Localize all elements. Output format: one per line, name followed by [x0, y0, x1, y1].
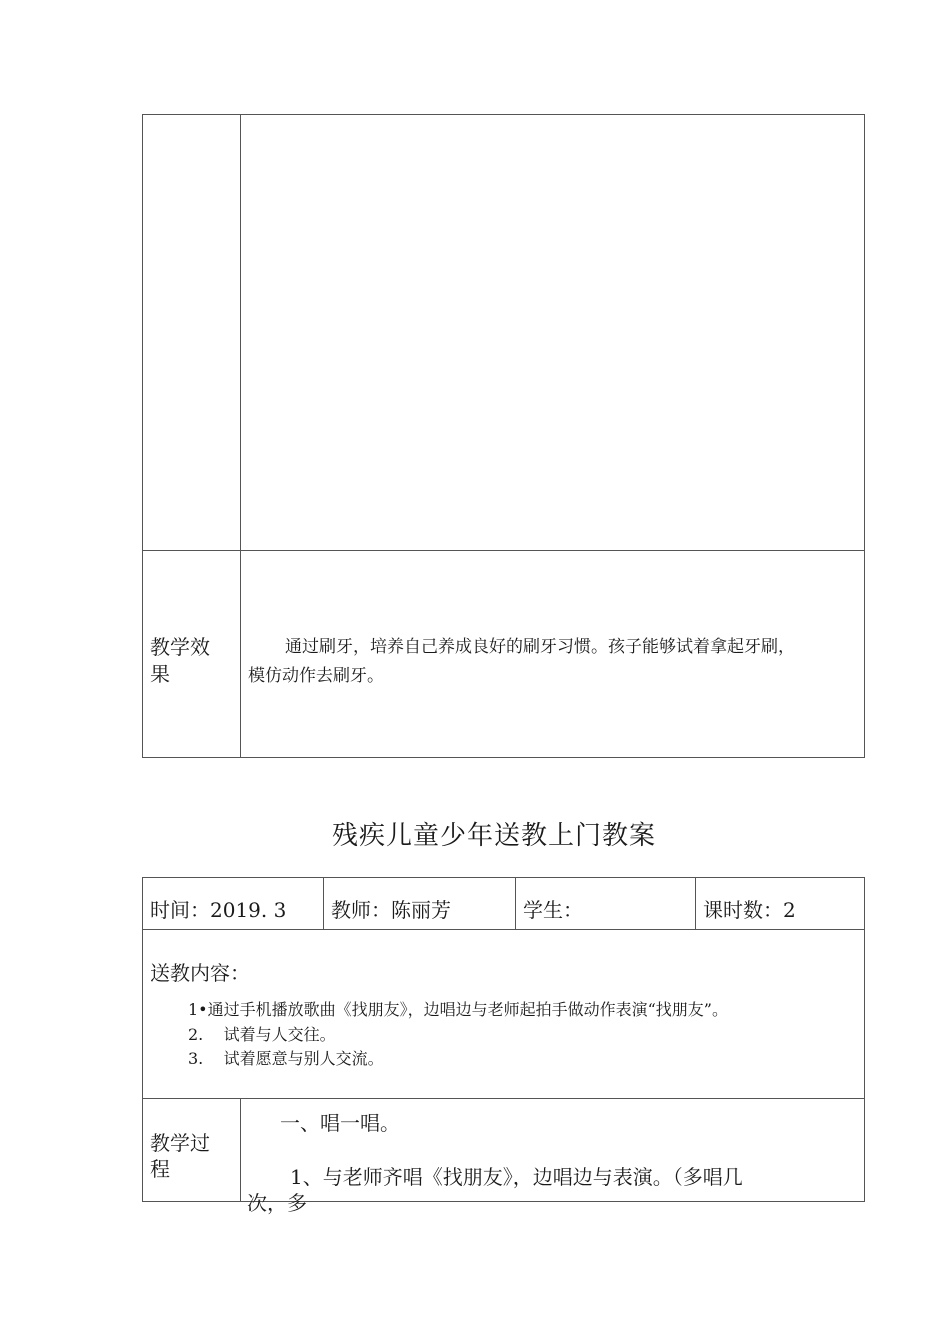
- effect-text-line1: 通过刷牙，培养自己养成良好的刷牙习惯。孩子能够试着拿起牙刷，: [285, 637, 795, 657]
- effect-label-line1: 教学效: [150, 635, 210, 659]
- process-label-line1: 教学过: [150, 1131, 210, 1155]
- effect-label-line2: 果: [150, 662, 170, 686]
- header-divider-1: [323, 877, 324, 930]
- time-cell: 时间：2019. 3: [150, 898, 287, 922]
- process-line-3-clip: [243, 1187, 443, 1215]
- header-row-divider: [142, 929, 865, 930]
- header-divider-2: [515, 877, 516, 930]
- table-top-border-top: [142, 114, 865, 115]
- teacher-cell: 教师：陈丽芳: [331, 898, 451, 922]
- table-top-border-left: [142, 114, 143, 758]
- header-divider-3: [695, 877, 696, 930]
- content-item-1: 1•通过手机播放歌曲《找朋友》，边唱边与老师起拍手做动作表演“找朋友”。: [188, 1000, 728, 1019]
- process-line-3: 次，多: [247, 1191, 307, 1215]
- effect-text-line2: 模仿动作去刷牙。: [248, 666, 384, 686]
- lessons-cell: 课时数：2: [703, 898, 796, 922]
- content-label: 送教内容：: [150, 961, 250, 985]
- table-bottom-border-top: [142, 877, 865, 878]
- table-top-column-divider: [240, 114, 241, 758]
- table-top-border-right: [864, 114, 865, 758]
- process-column-divider: [240, 1098, 241, 1202]
- content-row-divider: [142, 1098, 865, 1099]
- table-top-row-divider: [142, 550, 865, 551]
- table-bottom-border-left: [142, 877, 143, 1202]
- content-item-2: 2. 试着与人交往。: [188, 1025, 336, 1044]
- content-item-3: 3. 试着愿意与别人交流。: [188, 1049, 384, 1068]
- process-label-line2: 程: [150, 1157, 170, 1181]
- page-title: 残疾儿童少年送教上门教案: [332, 821, 657, 851]
- table-top-border-bottom: [142, 757, 865, 758]
- table-bottom-border-right: [864, 877, 865, 1202]
- process-line-1: 一、唱一唱。: [280, 1111, 400, 1135]
- process-line-2: 1、与老师齐唱《找朋友》，边唱边与表演。（多唱几: [290, 1165, 743, 1189]
- student-cell: 学生：: [523, 898, 583, 922]
